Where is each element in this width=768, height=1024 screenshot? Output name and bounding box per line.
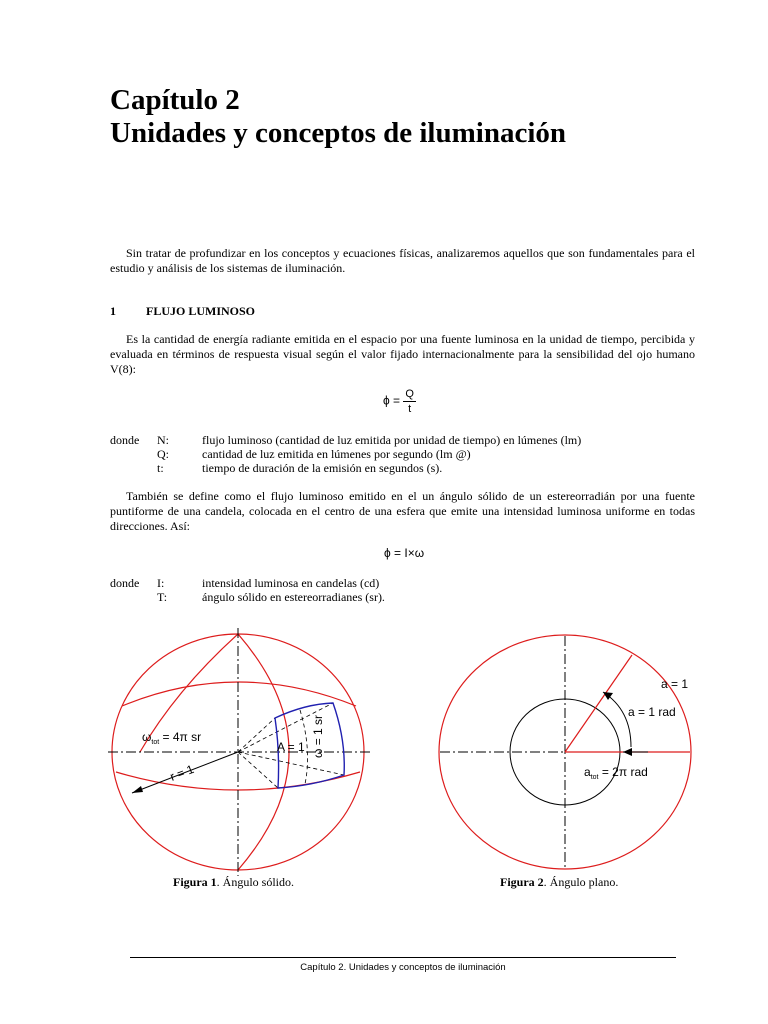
definition-symbol: I: xyxy=(157,576,165,590)
label-radius: r = 1 xyxy=(168,762,196,784)
label-one-steradian: ω = 1 sr xyxy=(311,714,325,758)
section-number: 1 xyxy=(110,304,116,318)
figure-2-plane-angle xyxy=(439,635,691,869)
cone-ray-4 xyxy=(238,752,344,775)
radius-arrowhead xyxy=(132,786,143,793)
definition-text: tiempo de duración de la emisión en segundos (s). xyxy=(202,461,443,475)
chapter-number: Capítulo 2 xyxy=(110,84,240,116)
label-area: A = 1 xyxy=(277,740,305,754)
formula1-lhs: ϕ = xyxy=(383,393,401,408)
section-title: FLUJO LUMINOSO xyxy=(146,304,256,318)
solid-angle-text: También se define como el flujo luminoso emitido en el un ángulo sólido de un estereorradián por una fuente puntiforme de una candela, colocada en el centro de una esfera que emite una intensidad luminosa uniforme en todas direcciones. Así: xyxy=(110,489,695,533)
footer-rule xyxy=(130,957,676,958)
formula1-denominator: t xyxy=(408,403,412,415)
label-angle-total: $a_{tot} = 2\pi$ rad xyxy=(584,765,648,781)
figure-1-caption: Figura 1. Ángulo sólido. xyxy=(173,875,295,889)
definition-text: intensidad luminosa en candelas (cd) xyxy=(202,576,380,590)
definition-lead: donde xyxy=(110,576,140,590)
figure-2-caption: Figura 2. Ángulo plano. xyxy=(500,875,619,889)
definition-symbol: Q: xyxy=(157,447,169,461)
formula1-numerator: Q xyxy=(405,388,414,400)
angle-pointer-arrowhead xyxy=(623,748,632,756)
sphere-parallel-upper xyxy=(122,682,356,706)
formula-flux-intensity: ϕ = I×ω xyxy=(384,546,425,560)
definition-symbol: T: xyxy=(157,590,168,604)
angle-arc xyxy=(603,692,631,747)
intro-text: Sin tratar de profundizar en los conceptos y ecuaciones físicas, analizaremos aquellos que son fundamentales para el estudio y análisis de los sistemas de iluminación. xyxy=(110,246,695,275)
definition-text: cantidad de luz emitida en lúmenes por segundo (lm @) xyxy=(202,447,471,461)
definition-lead: donde xyxy=(110,433,140,447)
flux-definition-text: Es la cantidad de energía radiante emitida en el espacio por una fuente luminosa en la unidad de tiempo, percibida y evaluada en términos de respuesta visual según el valor fijado internacionalmente para la sensibilidad del ojo humano V(8): xyxy=(110,332,695,376)
cone-ray-3 xyxy=(238,752,278,788)
chapter-title: Unidades y conceptos de iluminación xyxy=(110,117,566,149)
definition-symbol: N: xyxy=(157,433,169,447)
definition-text: ángulo sólido en estereorradianes (sr). xyxy=(202,590,385,604)
label-omega-total: $\omega_{tot} = 4\pi$ sr xyxy=(142,730,202,746)
definition-symbol: t: xyxy=(157,461,164,475)
label-arc-length: a = 1 xyxy=(661,677,689,691)
label-one-radian: a = 1 rad xyxy=(628,705,676,719)
cone-ray-1 xyxy=(238,718,275,752)
radius-line-2 xyxy=(565,655,632,752)
page-footer: Capítulo 2. Unidades y conceptos de iluminación xyxy=(300,962,506,973)
definition-text: flujo luminoso (cantidad de luz emitida por unidad de tiempo) en lúmenes (lm) xyxy=(202,433,582,447)
